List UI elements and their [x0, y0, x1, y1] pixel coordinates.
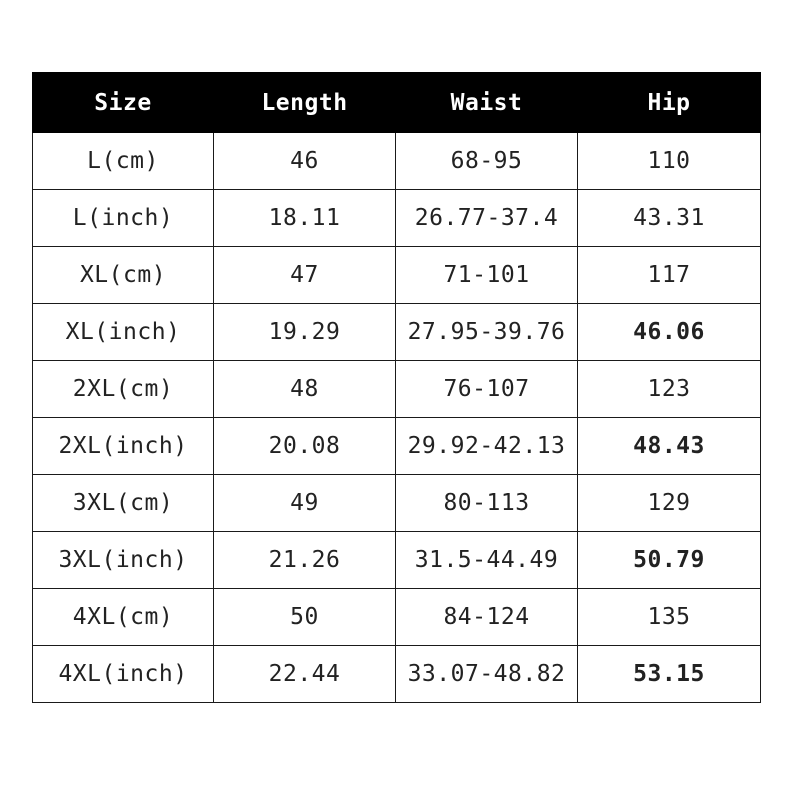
cell-size: L(cm): [33, 133, 214, 190]
header-row: [33, 73, 761, 133]
cell-hip: 123: [578, 361, 761, 418]
cell-hip: 129: [578, 475, 761, 532]
cell-hip: 50.79: [578, 532, 761, 589]
cell-waist: 29.92-42.13: [396, 418, 578, 475]
cell-size: 2XL(inch): [33, 418, 214, 475]
header-hip: Hip: [578, 73, 761, 133]
cell-size: L(inch): [33, 190, 214, 247]
table-body: [33, 133, 761, 703]
cell-size: XL(inch): [33, 304, 214, 361]
cell-waist: 84-124: [396, 589, 578, 646]
table-row: [33, 532, 761, 589]
table-row: [33, 589, 761, 646]
cell-length: 18.11: [214, 190, 396, 247]
cell-waist: 76-107: [396, 361, 578, 418]
cell-length: 46: [214, 133, 396, 190]
cell-waist: 33.07-48.82: [396, 646, 578, 703]
header-waist: Waist: [396, 73, 578, 133]
cell-waist: 26.77-37.4: [396, 190, 578, 247]
cell-length: 21.26: [214, 532, 396, 589]
cell-hip: 46.06: [578, 304, 761, 361]
table-row: [33, 475, 761, 532]
size-chart-table: [32, 72, 761, 703]
table-row: [33, 304, 761, 361]
table-row: [33, 133, 761, 190]
cell-size: 3XL(inch): [33, 532, 214, 589]
cell-hip: 43.31: [578, 190, 761, 247]
table-header: [33, 73, 761, 133]
cell-length: 49: [214, 475, 396, 532]
cell-waist: 31.5-44.49: [396, 532, 578, 589]
cell-length: 47: [214, 247, 396, 304]
cell-waist: 71-101: [396, 247, 578, 304]
cell-size: 4XL(inch): [33, 646, 214, 703]
header-length: Length: [214, 73, 396, 133]
cell-waist: 80-113: [396, 475, 578, 532]
table-row: [33, 418, 761, 475]
cell-waist: 68-95: [396, 133, 578, 190]
cell-length: 20.08: [214, 418, 396, 475]
cell-length: 50: [214, 589, 396, 646]
table-row: [33, 190, 761, 247]
cell-size: 3XL(cm): [33, 475, 214, 532]
cell-length: 22.44: [214, 646, 396, 703]
header-size: Size: [33, 73, 214, 133]
cell-size: 2XL(cm): [33, 361, 214, 418]
cell-length: 19.29: [214, 304, 396, 361]
table-row: [33, 247, 761, 304]
cell-length: 48: [214, 361, 396, 418]
cell-hip: 110: [578, 133, 761, 190]
table-row: [33, 646, 761, 703]
table-row: [33, 361, 761, 418]
cell-size: 4XL(cm): [33, 589, 214, 646]
cell-hip: 53.15: [578, 646, 761, 703]
cell-waist: 27.95-39.76: [396, 304, 578, 361]
cell-hip: 48.43: [578, 418, 761, 475]
cell-hip: 117: [578, 247, 761, 304]
cell-size: XL(cm): [33, 247, 214, 304]
cell-hip: 135: [578, 589, 761, 646]
